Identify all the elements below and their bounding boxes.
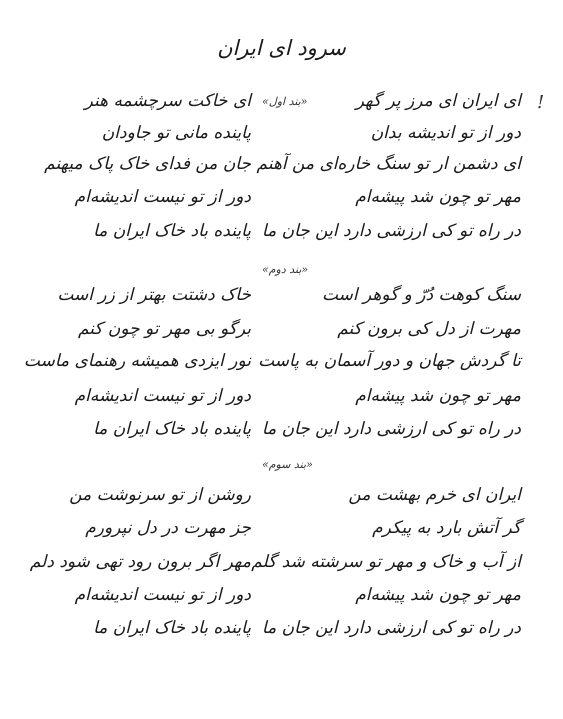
stanza-3-label: «بند سوم» <box>262 458 313 471</box>
stanza-3-line-4-right: مهر تو چون شد پیشه‌ام <box>355 585 521 605</box>
stanza-1-label: «بند اول» <box>262 95 308 108</box>
stanza-3-line-1-right: ایران ای خرم بهشت من <box>348 485 521 505</box>
stanza-3-line-3-right: از آب و خاک و مهر تو سرشته شد گلم <box>251 552 521 572</box>
stanza-1-line-1-left: ای خاکت سرچشمه هنر <box>84 91 251 111</box>
stanza-2-line-3-right: تا گردش جهان و دور آسمان به پاست <box>258 351 521 371</box>
stanza-2-line-4-right: مهر تو چون شد پیشه‌ام <box>355 386 521 406</box>
stanza-1-line-4-right: مهر تو چون شد پیشه‌ام <box>355 187 521 207</box>
stanza-2-line-2-right: مهرت از دل کی برون کنم <box>337 319 521 339</box>
stanza-3-line-1-left: روشن از تو سرنوشت من <box>69 485 251 505</box>
poem-title: سرود ای ایران <box>217 36 346 60</box>
stanza-2-line-2-left: برگو بی مهر تو چون کنم <box>77 319 251 339</box>
stanza-1-line-2-right: دور از تو اندیشه بدان <box>370 123 521 143</box>
stanza-3-line-2-left: جز مهرت در دل نپرورم <box>85 518 251 538</box>
stanza-1-line-5-left: پاینده باد خاک ایران ما <box>93 221 251 241</box>
stanza-2-line-4-left: دور از تو نیست اندیشه‌ام <box>74 386 251 406</box>
stanza-3-line-3-left: مهر اگر برون رود تهی شود دلم <box>29 552 251 572</box>
stanza-2-line-5-left: پاینده باد خاک ایران ما <box>93 419 251 439</box>
stanza-1-line-2-left: پاینده مانی تو جاودان <box>101 123 251 143</box>
stanza-2-label: «بند دوم» <box>262 263 309 276</box>
stanza-3-line-5-left: پاینده باد خاک ایران ما <box>93 618 251 638</box>
stanza-1-line-5-right: در راه تو کی ارزشی دارد این جان ما <box>261 221 521 241</box>
stanza-2-line-1-left: خاک دشتت بهتر از زر است <box>57 285 251 305</box>
stanza-1-line-1-right: ای ایران ای مرز پر گهر <box>355 91 521 111</box>
stanza-3-line-4-left: دور از تو نیست اندیشه‌ام <box>74 585 251 605</box>
stanza-1-line-3-right: ای دشمن ار تو سنگ خاره‌ای من آهنم <box>256 154 521 174</box>
stanza-1-line-3-left: جان من فدای خاک پاک میهنم <box>44 154 251 174</box>
stanza-2-line-5-right: در راه تو کی ارزشی دارد این جان ما <box>261 419 521 439</box>
stanza-2-line-3-left: نور ایزدی همیشه رهنمای ماست <box>23 351 251 371</box>
stanza-2-line-1-right: سنگ کوهت دُرّ و گوهر است <box>321 285 521 305</box>
stanza-1-line-4-left: دور از تو نیست اندیشه‌ام <box>74 187 251 207</box>
margin-mark: ! <box>537 92 545 113</box>
stanza-3-line-5-right: در راه تو کی ارزشی دارد این جان ما <box>261 618 521 638</box>
stanza-3-line-2-right: گر آتش بارد به پیکرم <box>372 518 521 538</box>
